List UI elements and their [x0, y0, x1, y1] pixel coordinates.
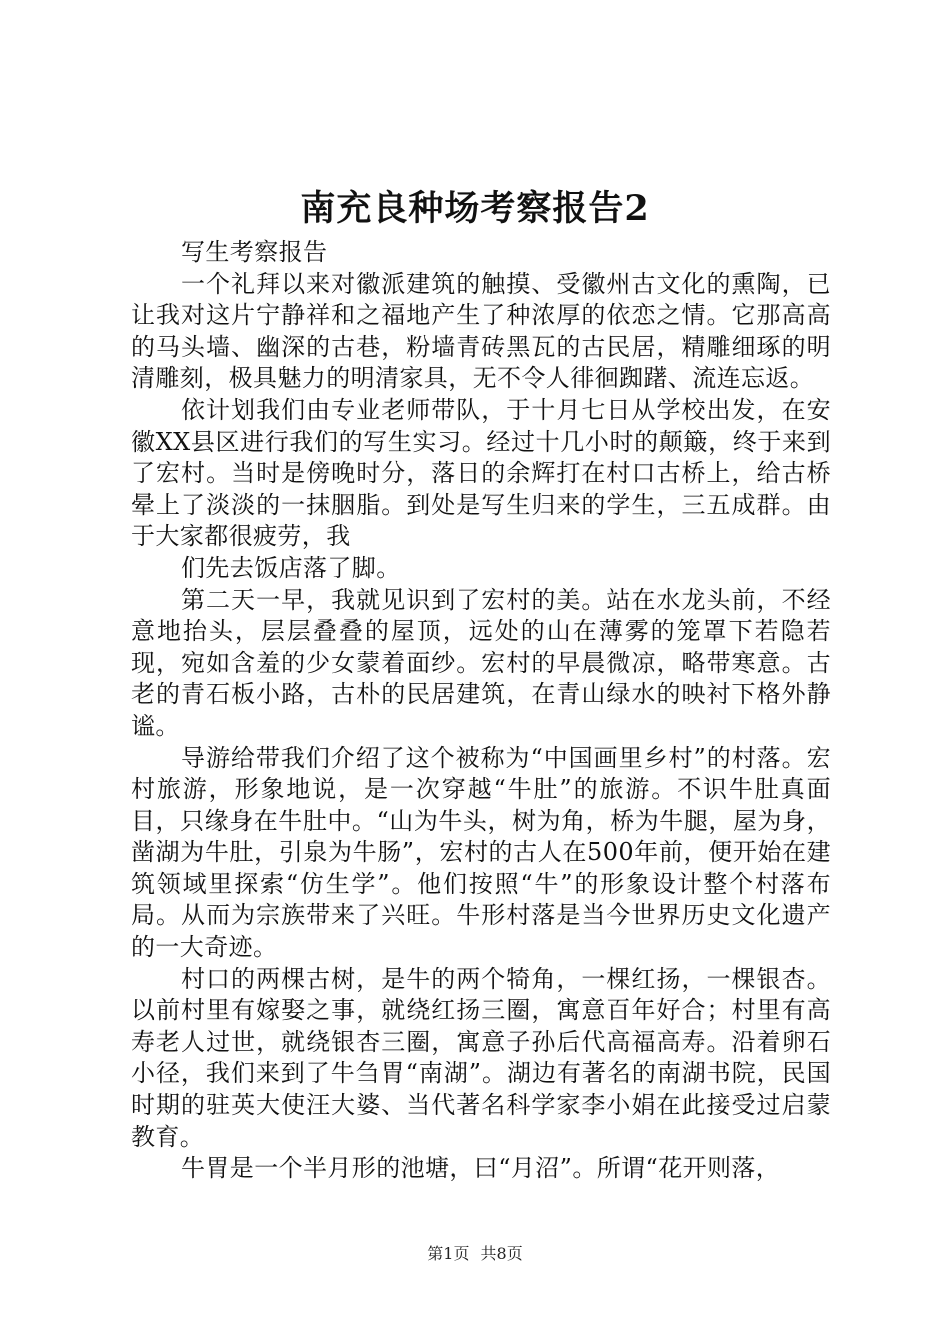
paragraph: 一个礼拜以来对徽派建筑的触摸、受徽州古文化的熏陶，已让我对这片宁静祥和之福地产生了种浓厚的依恋之情。它那高高的马头墙、幽深的古巷，粉墙青砖黑瓦的古民居，精雕细琢的明清雕刻，极具魅力的明清家具，无不令人徘徊踟躇、流连忘返。	[131, 269, 831, 393]
document-body	[131, 237, 831, 1185]
page-number: 第1页	[427, 1244, 470, 1263]
paragraph: 依计划我们由专业老师带队，于十月七日从学校出发，在安徽XX县区进行我们的写生实习。经过十几小时的颠簸，终于来到了宏村。当时是傍晚时分，落日的余辉打在村口古桥上，给古桥晕上了淡淡的一抹胭脂。到处是写生归来的学生，三五成群。由于大家都很疲劳，我	[131, 395, 831, 551]
paragraph: 第二天一早，我就见识到了宏村的美。站在水龙头前，不经意地抬头，层层叠叠的屋顶，远处的山在薄雾的笼罩下若隐若现，宛如含羞的少女蒙着面纱。宏村的早晨微凉，略带寒意。古老的青石板小路，古朴的民居建筑，在青山绿水的映衬下格外静谧。	[131, 585, 831, 740]
page-total: 共8页	[480, 1244, 523, 1263]
paragraph: 导游给带我们介绍了这个被称为“中国画里乡村”的村落。宏村旅游，形象地说，是一次穿越“牛肚”的旅游。不识牛肚真面目，只缘身在牛肚中。“山为牛头，树为角，桥为牛腿，屋为身，凿湖为牛肚，引泉为牛肠”，宏村的古人在500年前，便开始在建筑领域里探索“仿生学”。他们按照“牛”的形象设计整个村落布局。从而为宗族带来了兴旺。牛形村落是当今世界历史文化遗产的一大奇迹。	[131, 743, 831, 962]
document-title: 南充良种场考察报告2	[300, 188, 650, 229]
paragraph: 牛胃是一个半月形的池塘，曰“月沼”。所谓“花开则落，	[181, 1154, 781, 1183]
paragraph: 们先去饭店落了脚。	[181, 553, 401, 582]
paragraph: 写生考察报告	[181, 238, 328, 266]
paragraph: 村口的两棵古树，是牛的两个犄角，一棵红扬，一棵银杏。以前村里有嫁娶之事，就绕红扬三圈，寓意百年好合；村里有高寿老人过世，就绕银杏三圈，寓意子孙后代高福高寿。沿着卵石小径，我们来到了牛刍胃“南湖”。湖边有著名的南湖书院，民国时期的驻英大使汪大婆、当代著名科学家李小娟在此接受过启蒙教育。	[131, 964, 831, 1151]
page-footer	[0, 1243, 950, 1265]
